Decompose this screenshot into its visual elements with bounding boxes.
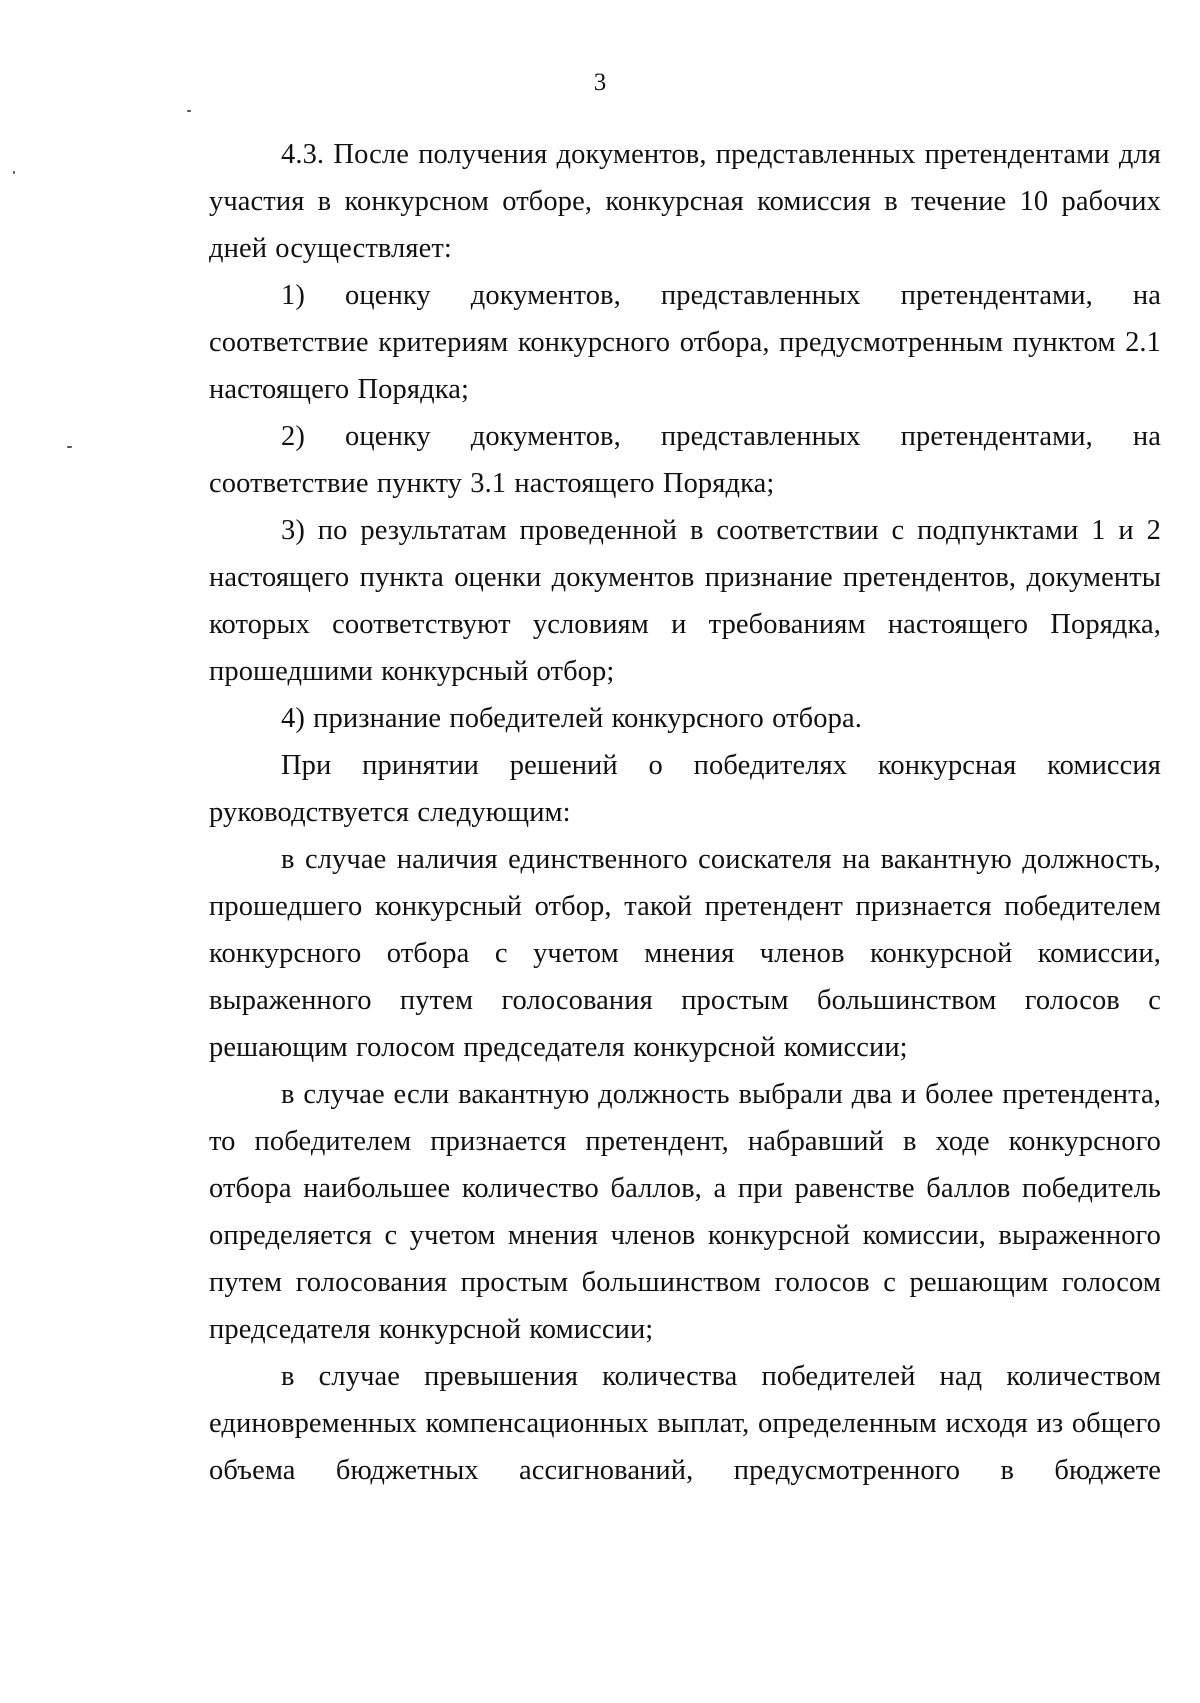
document-body	[209, 131, 1161, 1494]
paragraph-multiple-candidates: в случае если вакантную должность выбрали два и более претендента, то победителем признается претендент, набравший в ходе конкурсного отбора наибольшее количество баллов, а при равенстве баллов победитель определяется с учетом мнения членов конкурсной комиссии, выраженного путем голосования простым большинством голосов с решающим голосом председателя конкурсной комиссии;	[209, 1079, 1161, 1345]
paragraph-4-3: 4.3. После получения документов, представленных претендентами для участия в конкурсном отборе, конкурсная комиссия в течение 10 рабочих дней осуществляет:	[209, 139, 1161, 264]
paragraph-item-2: 2) оценку документов, представленных претендентами, на соответствие пункту 3.1 настоящего Порядка;	[209, 421, 1161, 499]
page-number: 3	[593, 69, 607, 96]
paragraph-item-4: 4) признание победителей конкурсного отбора.	[281, 703, 862, 734]
scan-speck	[67, 446, 72, 448]
scan-speck	[187, 110, 191, 112]
paragraph-item-1: 1) оценку документов, представленных претендентами, на соответствие критериям конкурсного отбора, предусмотренным пунктом 2.1 настоящего Порядка;	[209, 280, 1161, 405]
paragraph-single-candidate: в случае наличия единственного соискателя на вакантную должность, прошедшего конкурсный отбор, такой претендент признается победителем конкурсного отбора с учетом мнения членов конкурсной комиссии, выраженного путем голосования простым большинством голосов с решающим голосом председателя конкурсной комиссии;	[209, 844, 1161, 1063]
scan-speck	[13, 171, 15, 174]
paragraph-item-3: 3) по результатам проведенной в соответствии с подпунктами 1 и 2 настоящего пункта оценки документов признание претендентов, документы которых соответствуют условиям и требованиям настоящего Порядка, прошедшими конкурсный отбор;	[209, 515, 1161, 687]
paragraph-excess-winners: в случае превышения количества победителей над количеством единовременных компенсационных выплат, определенным исходя из общего объема бюджетных ассигнований, предусмотренного в бюджете	[209, 1361, 1161, 1486]
paragraph-decision-intro: При принятии решений о победителях конкурсная комиссия руководствуется следующим:	[209, 750, 1161, 828]
